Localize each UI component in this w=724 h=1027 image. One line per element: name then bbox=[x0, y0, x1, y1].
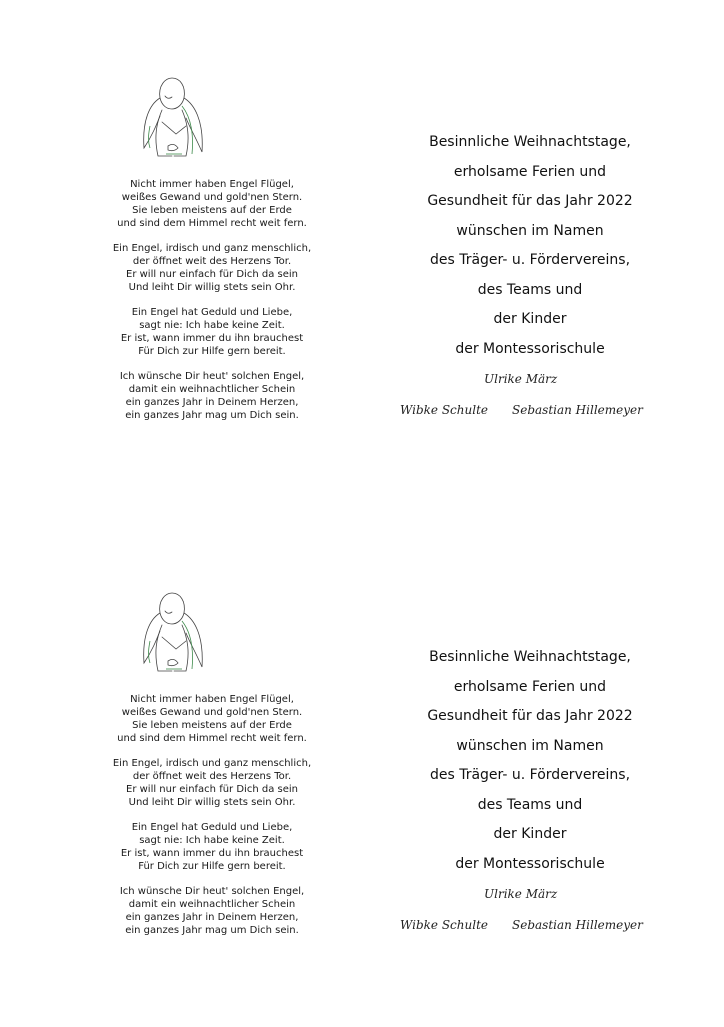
poem-line: Sie leben meistens auf der Erde bbox=[132, 720, 292, 731]
greeting-line: des Träger- u. Fördervereins, bbox=[429, 252, 631, 268]
poem-line: Nicht immer haben Engel Flügel, bbox=[130, 694, 294, 705]
poem-line: Er will nur einfach für Dich da sein bbox=[126, 784, 298, 795]
greeting-line: erholsame Ferien und bbox=[453, 678, 607, 695]
stanza-gap bbox=[62, 358, 362, 370]
poem-line: sagt nie: Ich habe keine Zeit. bbox=[139, 320, 285, 331]
greeting-line: Besinnliche Weihnachtstage, bbox=[429, 134, 631, 150]
poem-line: Er ist, wann immer du ihn brauchest bbox=[120, 333, 304, 344]
poem-line: Ein Engel hat Geduld und Liebe, bbox=[131, 307, 293, 318]
poem-line: Er will nur einfach für Dich da sein bbox=[126, 269, 298, 280]
poem bbox=[62, 693, 362, 937]
poem-line: Ich wünsche Dir heut' solchen Engel, bbox=[119, 371, 305, 382]
poem-line: ein ganzes Jahr in Deinem Herzen, bbox=[125, 912, 299, 923]
poem-line: weißes Gewand und gold'nen Stern. bbox=[121, 192, 303, 203]
greeting-line: erholsame Ferien und bbox=[453, 163, 607, 180]
poem-line: Ein Engel, irdisch und ganz menschlich, bbox=[112, 758, 312, 769]
greeting-line: der Montessorischule bbox=[455, 340, 605, 357]
greeting-line: der Kinder bbox=[493, 826, 567, 842]
poem-line: ein ganzes Jahr in Deinem Herzen, bbox=[125, 397, 299, 408]
poem-line: Ein Engel hat Geduld und Liebe, bbox=[131, 822, 293, 833]
signature-sebastian: Sebastian Hillemeyer bbox=[512, 918, 643, 932]
poem-line: Und leiht Dir willig stets sein Ohr. bbox=[128, 797, 296, 808]
poem-line: Er ist, wann immer du ihn brauchest bbox=[120, 848, 304, 859]
stanza-gap bbox=[62, 873, 362, 885]
poem-line: und sind dem Himmel recht weit fern. bbox=[117, 733, 307, 744]
poem bbox=[62, 178, 362, 422]
greeting-line: der Kinder bbox=[493, 311, 567, 327]
greeting-line: des Träger- u. Fördervereins, bbox=[429, 767, 631, 783]
angel-drawing bbox=[132, 591, 212, 683]
card-bottom bbox=[0, 515, 724, 1027]
greeting bbox=[395, 643, 665, 879]
poem-line: Sie leben meistens auf der Erde bbox=[132, 205, 292, 216]
poem-line: Und leiht Dir willig stets sein Ohr. bbox=[128, 282, 296, 293]
poem-line: der öffnet weit des Herzens Tor. bbox=[132, 771, 292, 782]
greeting-line: Gesundheit für das Jahr 2022 bbox=[427, 193, 633, 209]
signature-ulrike: Ulrike März bbox=[484, 372, 558, 386]
signature-wibke: Wibke Schulte bbox=[400, 403, 488, 417]
poem-line: ein ganzes Jahr mag um Dich sein. bbox=[125, 410, 299, 421]
poem-line: Für Dich zur Hilfe gern bereit. bbox=[138, 346, 286, 357]
poem-line: Ein Engel, irdisch und ganz menschlich, bbox=[112, 243, 312, 254]
greeting-line: wünschen im Namen bbox=[456, 737, 604, 754]
poem-line: Nicht immer haben Engel Flügel, bbox=[130, 179, 294, 190]
poem-line: und sind dem Himmel recht weit fern. bbox=[117, 218, 307, 229]
greeting-line: des Teams und bbox=[477, 796, 583, 813]
greeting-line: Gesundheit für das Jahr 2022 bbox=[427, 708, 633, 724]
poem-line: weißes Gewand und gold'nen Stern. bbox=[121, 707, 303, 718]
stanza-gap bbox=[62, 294, 362, 306]
greeting-line: der Montessorischule bbox=[455, 855, 605, 872]
poem-line: damit ein weihnachtlicher Schein bbox=[128, 899, 296, 910]
stanza-gap bbox=[62, 745, 362, 757]
poem-line: Ich wünsche Dir heut' solchen Engel, bbox=[119, 886, 305, 897]
poem-line: sagt nie: Ich habe keine Zeit. bbox=[139, 835, 285, 846]
signature-sebastian: Sebastian Hillemeyer bbox=[512, 403, 643, 417]
signature-wibke: Wibke Schulte bbox=[400, 918, 488, 932]
greeting-line: wünschen im Namen bbox=[456, 222, 604, 239]
poem-line: der öffnet weit des Herzens Tor. bbox=[132, 256, 292, 267]
poem-line: Für Dich zur Hilfe gern bereit. bbox=[138, 861, 286, 872]
greeting-line: Besinnliche Weihnachtstage, bbox=[429, 649, 631, 665]
angel-drawing bbox=[132, 76, 212, 168]
greeting-line: des Teams und bbox=[477, 281, 583, 298]
stanza-gap bbox=[62, 230, 362, 242]
greeting bbox=[395, 128, 665, 364]
card-top bbox=[0, 0, 724, 512]
poem-line: damit ein weihnachtlicher Schein bbox=[128, 384, 296, 395]
poem-line: ein ganzes Jahr mag um Dich sein. bbox=[125, 925, 299, 936]
stanza-gap bbox=[62, 809, 362, 821]
signature-ulrike: Ulrike März bbox=[484, 887, 558, 901]
